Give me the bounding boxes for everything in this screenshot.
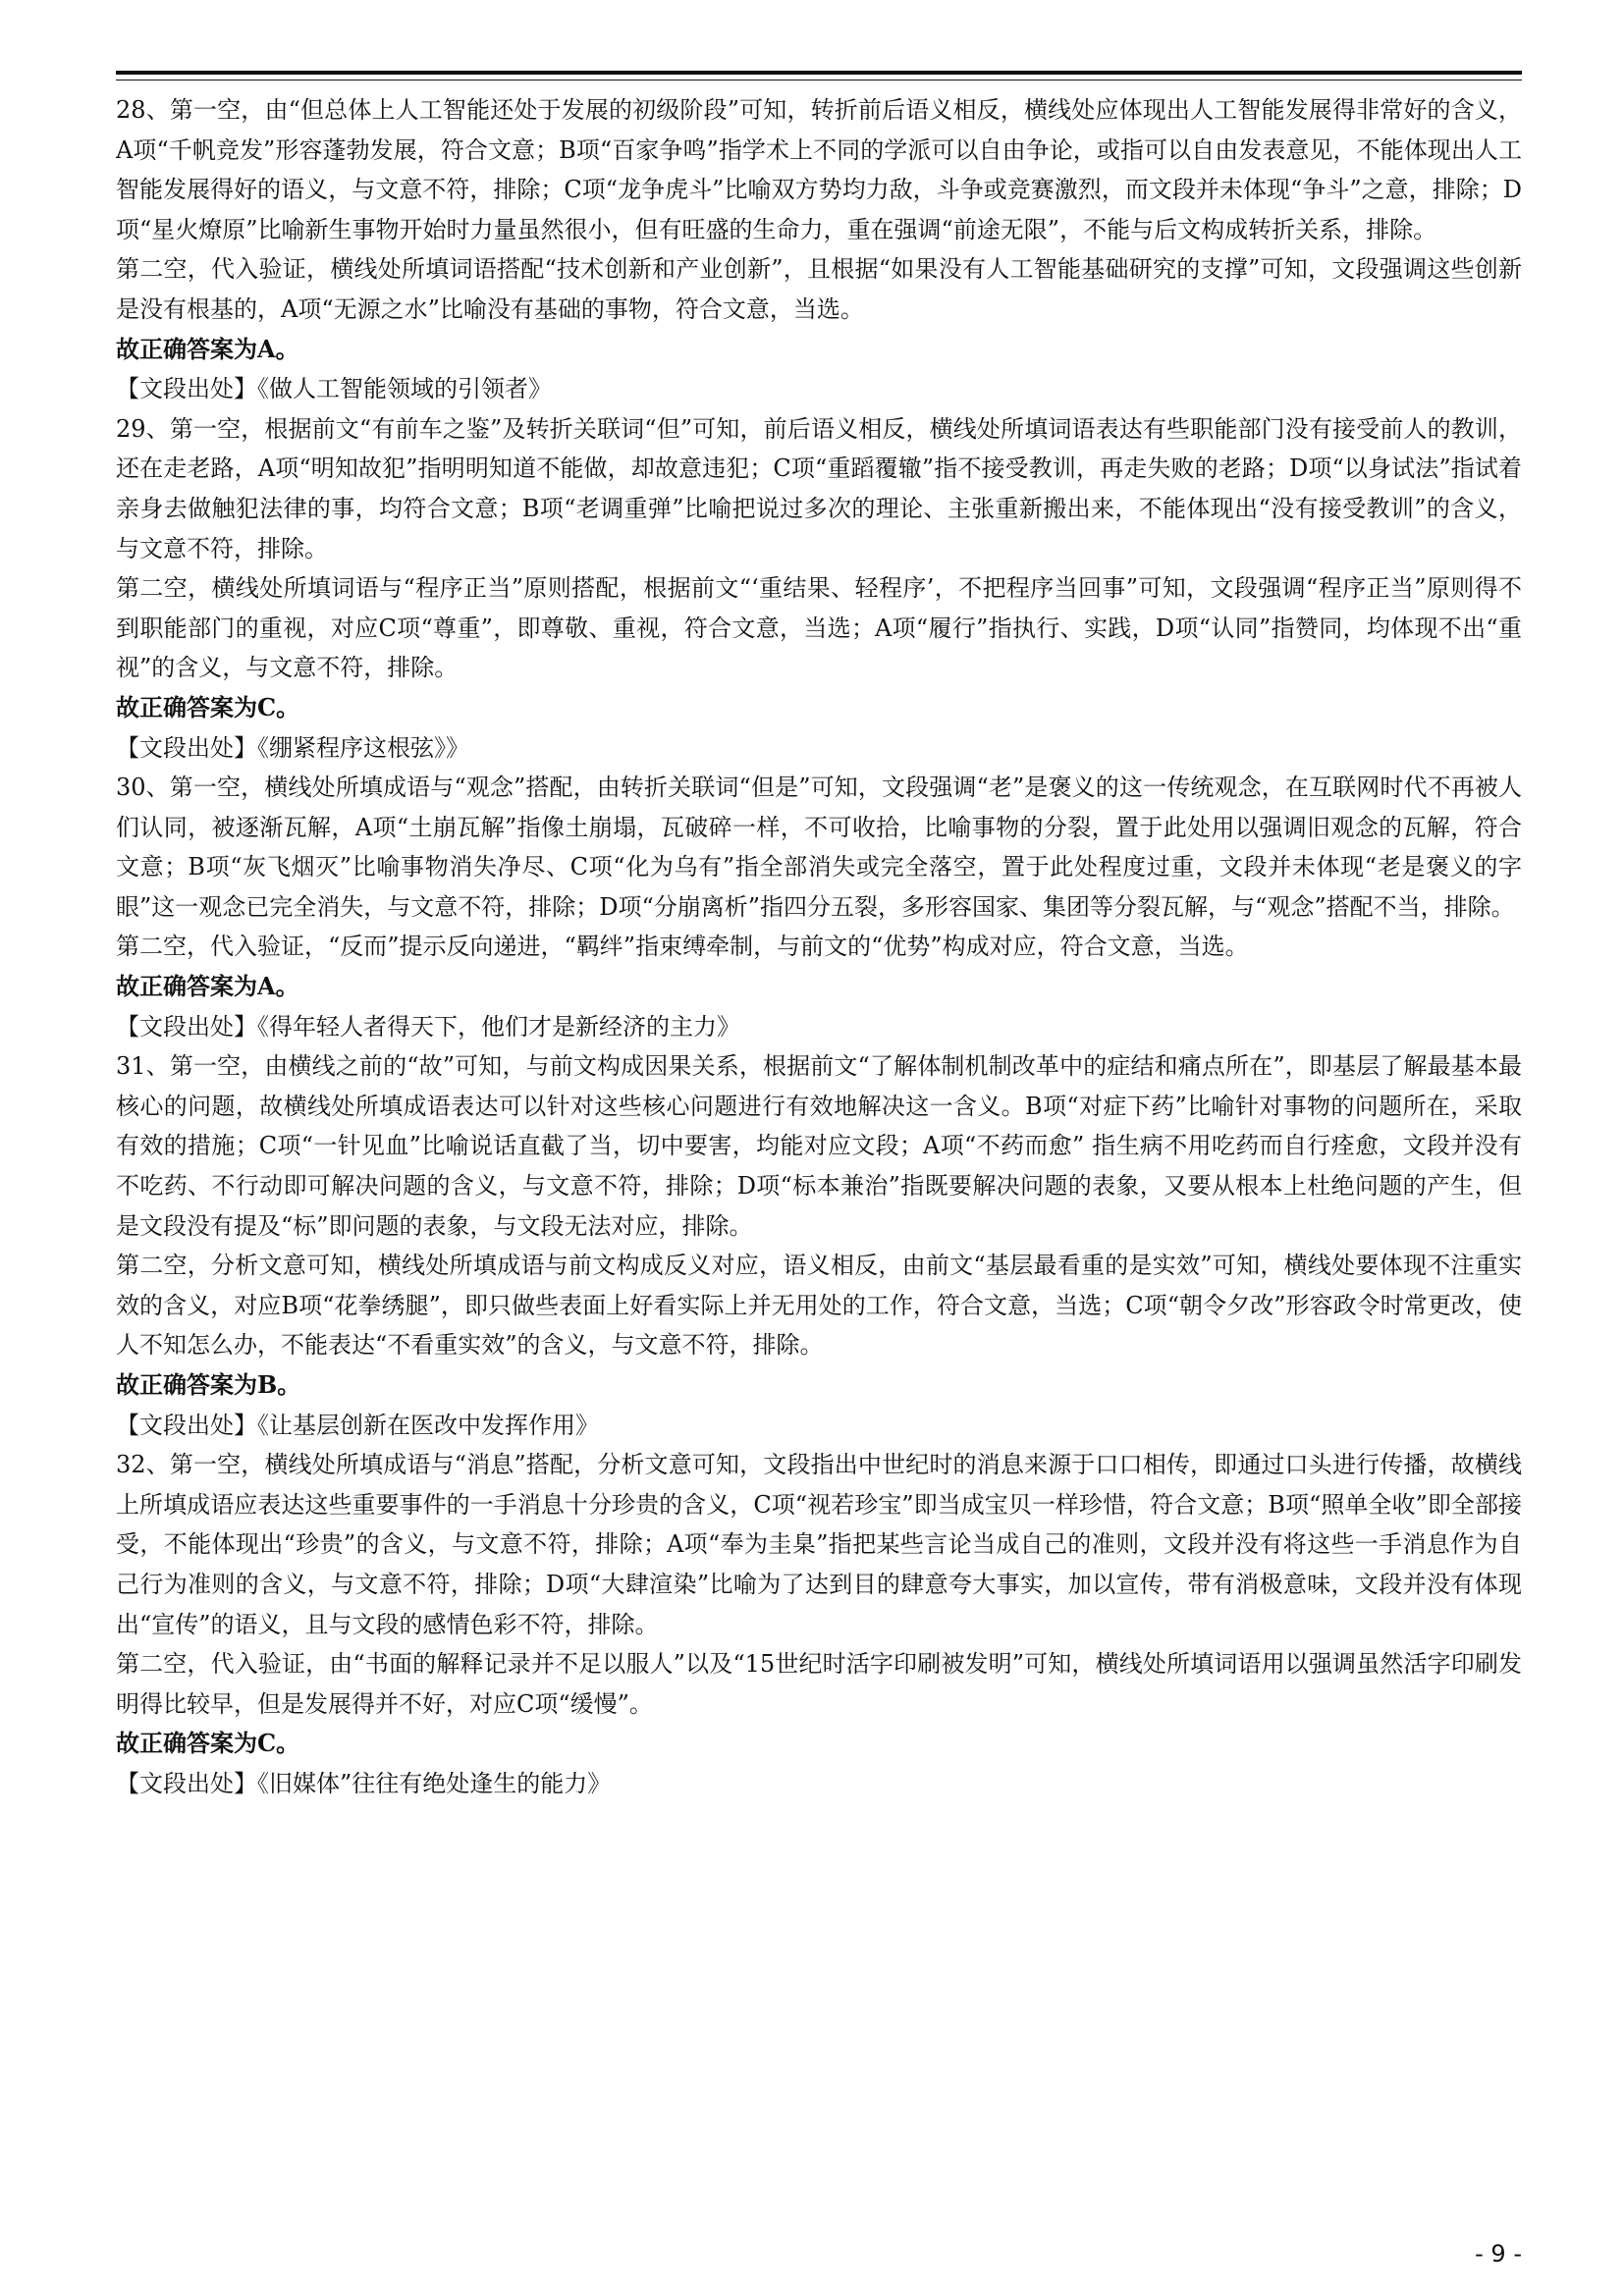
- q32-source: 【文段出处】《旧媒体”往往有绝处逢生的能力》: [116, 1769, 612, 1797]
- question-31: [116, 1046, 1522, 1445]
- q30-source: 【文段出处】《得年轻人者得天下，他们才是新经济的主力》: [116, 1012, 740, 1041]
- question-28: [116, 90, 1522, 409]
- q30-blank2: 第二空，代入验证，“反而”提示反向递进，“羁绊”指束缚牵制，与前文的“优势”构成对应，符合文意，当选。: [116, 933, 1249, 961]
- q28-blank2: 第二空，代入验证，横线处所填词语搭配“技术创新和产业创新”，且根据“如果没有人工智能基础研究的支撑”可知，文段强调这些创新是没有根基的，A项“无源之水”比喻没有基础的事物，符合文意，当选。: [116, 255, 1522, 323]
- header-rule-thick: [116, 71, 1522, 75]
- q31-source: 【文段出处】《让基层创新在医改中发挥作用》: [116, 1411, 599, 1439]
- q30-answer: 故正确答案为A。: [116, 972, 299, 1001]
- page-number: - 9 -: [1475, 2240, 1522, 2268]
- q31-blank2: 第二空，分析文意可知，横线处所填成语与前文构成反义对应，语义相反，由前文“基层最看重的是实效”可知，横线处要体现不注重实效的含义，对应B项“花拳绣腿”，即只做些表面上好看实际上并无用处的工作，符合文意，当选；C项“朝令夕改”形容政令时常更改，使人不知怎么办，不能表达“不看重实效”的含义，与文意不符，排除。: [116, 1252, 1522, 1360]
- q28-source: 【文段出处】《做人工智能领域的引领者》: [116, 375, 552, 403]
- q31-blank1: 31、第一空，由横线之前的“故”可知，与前文构成因果关系，根据前文“了解体制机制改革中的症结和痛点所在”，即基层了解最基本最核心的问题，故横线处所填成语表达可以针对这些核心问题进行有效地解决这一含义。B项“对症下药”比喻针对事物的问题所在，采取有效的措施；C项“一针见血”比喻说话直截了当，切中要害，均能对应文段；A项“不药而愈” 指生病不用吃药而自行痊愈，文段并没有不吃药、不行动即可解决问题的含义，与文意不符，排除；D项“标本兼治”指既要解决问题的表象，又要从根本上杜绝问题的产生，但是文段没有提及“标”即问题的表象，与文段无法对应，排除。: [116, 1052, 1522, 1240]
- q29-blank2: 第二空，横线处所填词语与“程序正当”原则搭配，根据前文“‘重结果、轻程序’，不把程序当回事”可知，文段强调“程序正当”原则得不到职能部门的重视，对应C项“尊重”，即尊敬、重视，符合文意，当选；A项“履行”指执行、实践，D项“认同”指赞同，均体现不出“重视”的含义，与文意不符，排除。: [116, 574, 1522, 682]
- explanations-body: [116, 90, 1522, 1804]
- q29-blank1: 29、第一空，根据前文“有前车之鉴”及转折关联词“但”可知，前后语义相反，横线处所填词语表达有些职能部门没有接受前人的教训，还在走老路，A项“明知故犯”指明明知道不能做，却故意违犯；C项“重蹈覆辙”指不接受教训，再走失败的老路；D项“以身试法”指试着亲身去做触犯法律的事，均符合文意；B项“老调重弹”比喻把说过多次的理论、主张重新搬出来，不能体现出“没有接受教训”的含义，与文意不符，排除。: [116, 414, 1522, 562]
- q31-answer: 故正确答案为B。: [116, 1370, 301, 1399]
- question-32: [116, 1445, 1522, 1803]
- q29-answer: 故正确答案为C。: [116, 692, 300, 721]
- question-29: [116, 409, 1522, 768]
- q32-answer: 故正确答案为C。: [116, 1729, 300, 1758]
- q30-blank1: 30、第一空，横线处所填成语与“观念”搭配，由转折关联词“但是”可知，文段强调“老”是褒义的这一传统观念，在互联网时代不再被人们认同，被逐渐瓦解，A项“土崩瓦解”指像土崩塌，瓦破碎一样，不可收拾，比喻事物的分裂，置于此处用以强调旧观念的瓦解，符合文意；B项“灰飞烟灭”比喻事物消失净尽、C项“化为乌有”指全部消失或完全落空，置于此处程度过重，文段并未体现“老是褒义的字眼”这一观念已完全消失，与文意不符，排除；D项“分崩离析”指四分五裂，多形容国家、集团等分裂瓦解，与“观念”搭配不当，排除。: [116, 774, 1522, 921]
- q29-source: 【文段出处】《绷紧程序这根弦》》: [116, 733, 469, 762]
- q32-blank1: 32、第一空，横线处所填成语与“消息”搭配，分析文意可知，文段指出中世纪时的消息来源于口口相传，即通过口头进行传播，故横线上所填成语应表达这些重要事件的一手消息十分珍贵的含义，C项“视若珍宝”即当成宝贝一样珍惜，符合文意；B项“照单全收”即全部接受，不能体现出“珍贵”的含义，与文意不符，排除；A项“奉为圭臬”指把某些言论当成自己的准则，文段并没有将这些一手消息作为自己行为准则的含义，与文意不符，排除；D项“大肆渲染”比喻为了达到目的肆意夸大事实，加以宣传，带有消极意味，文段并没有体现出“宣传”的语义，且与文段的感情色彩不符，排除。: [116, 1451, 1522, 1638]
- question-30: [116, 768, 1522, 1046]
- q28-blank1: 28、第一空，由“但总体上人工智能还处于发展的初级阶段”可知，转折前后语义相反，横线处应体现出人工智能发展得非常好的含义，A项“千帆竞发”形容蓬勃发展，符合文意；B项“百家争鸣”指学术上不同的学派可以自由争论，或指可以自由发表意见，不能体现出人工智能发展得好的语义，与文意不符，排除；C项“龙争虎斗”比喻双方势均力敌，斗争或竞赛激烈，而文段并未体现“争斗”之意，排除；D项“星火燎原”比喻新生事物开始时力量虽然很小，但有旺盛的生命力，重在强调“前途无限”，不能与后文构成转折关系，排除。: [116, 96, 1522, 243]
- q28-answer: 故正确答案为A。: [116, 334, 299, 363]
- q32-blank2: 第二空，代入验证，由“书面的解释记录并不足以服人”以及“15世纪时活字印刷被发明”可知，横线处所填词语用以强调虽然活字印刷发明得比较早，但是发展得并不好，对应C项“缓慢”。: [116, 1650, 1522, 1718]
